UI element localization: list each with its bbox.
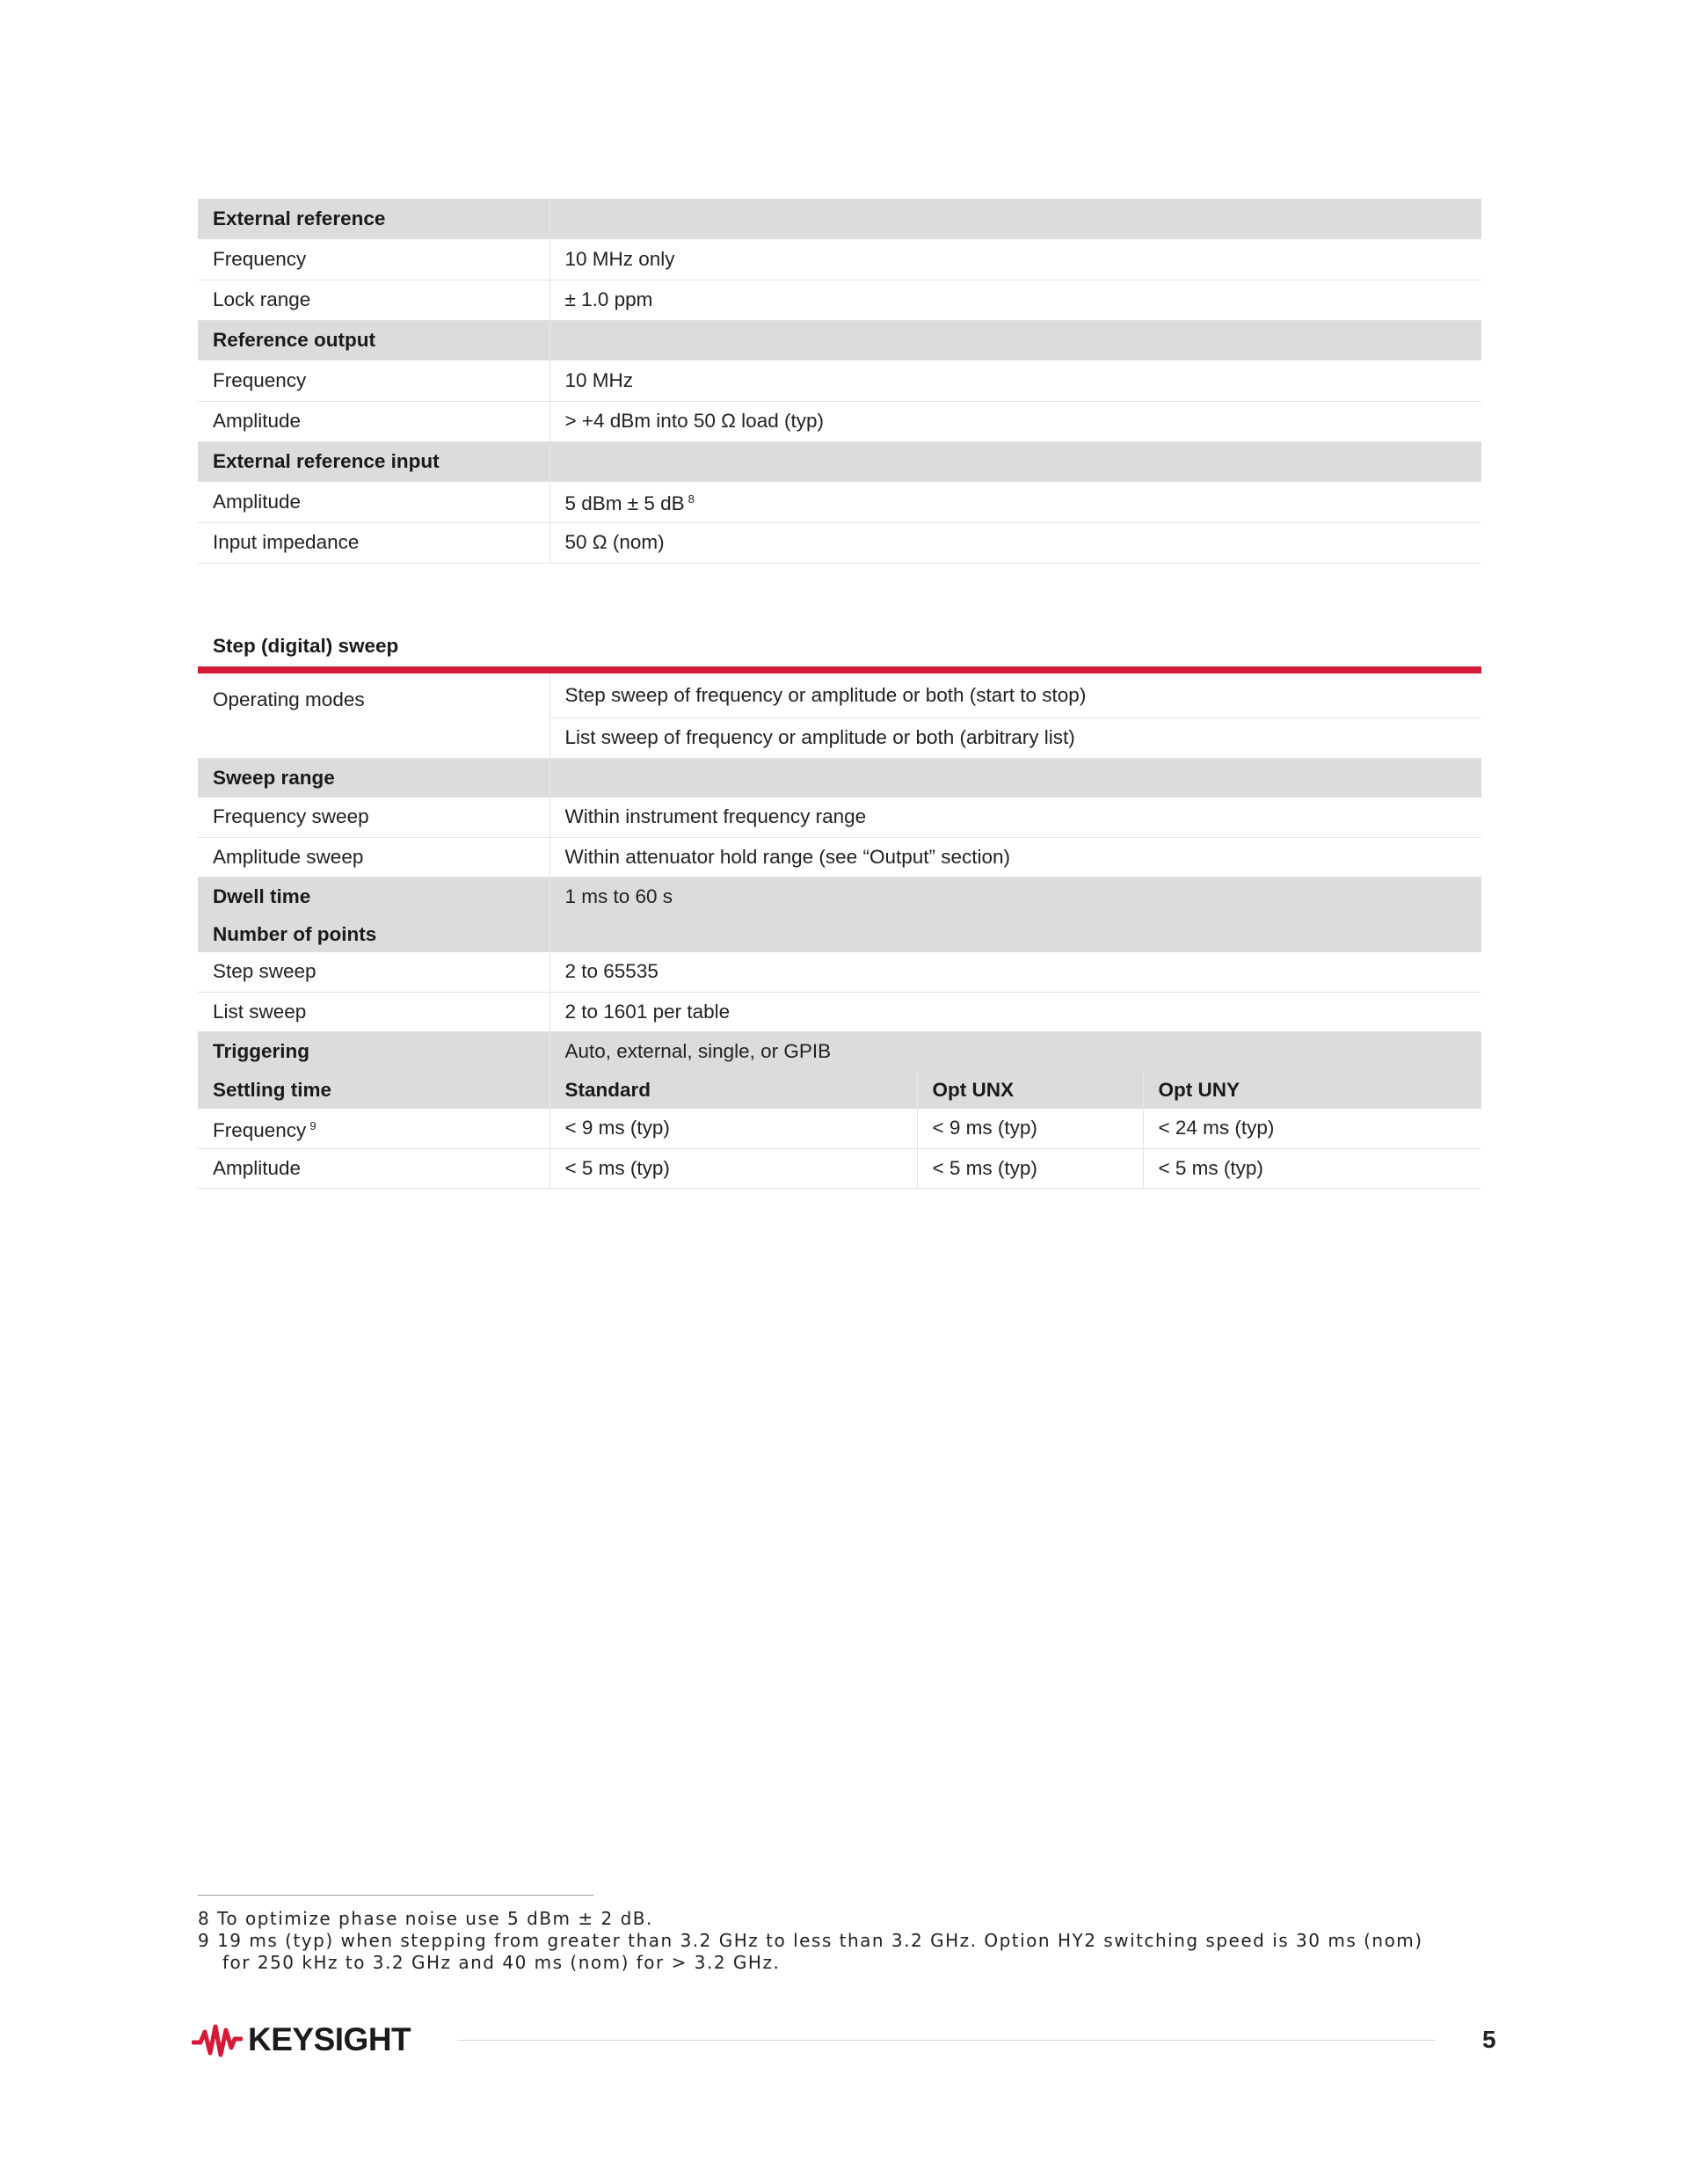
section-header-external-reference-input bbox=[198, 441, 1481, 482]
row-value: Auto, external, single, or GPIB bbox=[549, 1031, 1481, 1072]
footnote-9: 9 19 ms (typ) when stepping from greater than 3.2 GHz to less than 3.2 GHz. Option HY2 switching speed is 30 ms (nom) bbox=[198, 1930, 1423, 1951]
row-label: Lock range bbox=[198, 280, 549, 320]
footnote-8: 8 To optimize phase noise use 5 dBm ± 2 dB. bbox=[198, 1908, 653, 1929]
table-row bbox=[198, 280, 1481, 320]
row-value: > +4 dBm into 50 Ω load (typ) bbox=[549, 401, 1481, 441]
section-title: External reference input bbox=[198, 441, 549, 482]
column-header: Opt UNX bbox=[917, 1072, 1143, 1109]
row-value: 2 to 65535 bbox=[549, 952, 1481, 992]
page-number: 5 bbox=[1482, 2026, 1496, 2053]
row-label: Operating modes bbox=[198, 670, 549, 758]
row-label: Frequency bbox=[198, 360, 549, 401]
row-value: Within attenuator hold range (see “Output” section) bbox=[549, 837, 1481, 877]
footnote-divider bbox=[198, 1895, 593, 1896]
keysight-logo bbox=[192, 2018, 411, 2062]
row-label: List sweep bbox=[198, 992, 549, 1031]
row-label: Amplitude bbox=[198, 1148, 549, 1188]
row-value bbox=[549, 482, 1481, 522]
external-reference-table bbox=[198, 199, 1481, 564]
row-value: 50 Ω (nom) bbox=[549, 522, 1481, 563]
keysight-wave-icon bbox=[192, 2020, 243, 2060]
footnote-ref: 8 bbox=[688, 492, 695, 506]
row-value: Within instrument frequency range bbox=[549, 797, 1481, 837]
row-value: < 9 ms (typ) bbox=[917, 1109, 1143, 1148]
section-row-triggering bbox=[198, 1031, 1481, 1072]
column-header: Standard bbox=[549, 1072, 917, 1109]
table-row bbox=[198, 360, 1481, 401]
footnote-ref: 9 bbox=[309, 1118, 316, 1132]
row-value: < 5 ms (typ) bbox=[917, 1148, 1143, 1188]
row-label: Amplitude bbox=[198, 401, 549, 441]
section-title: Triggering bbox=[198, 1031, 549, 1072]
section-title: Settling time bbox=[198, 1072, 549, 1109]
section-header-sweep-range bbox=[198, 758, 1481, 797]
table-row bbox=[198, 797, 1481, 837]
footer-divider bbox=[457, 2040, 1435, 2041]
row-label: Amplitude sweep bbox=[198, 837, 549, 877]
section-header-reference-output bbox=[198, 320, 1481, 360]
row-value: 10 MHz only bbox=[549, 239, 1481, 280]
operating-mode-item: List sweep of frequency or amplitude or both (arbitrary list) bbox=[549, 717, 1481, 758]
value-text: 5 dBm ± 5 dB bbox=[564, 492, 685, 515]
row-value: 10 MHz bbox=[549, 360, 1481, 401]
brand-name: KEYSIGHT bbox=[248, 2021, 411, 2057]
row-label: Amplitude bbox=[198, 482, 549, 522]
sweep-section-title: Step (digital) sweep bbox=[213, 635, 399, 657]
table-row bbox=[198, 522, 1481, 563]
table-row bbox=[198, 1148, 1481, 1188]
table-row bbox=[198, 837, 1481, 877]
table-row bbox=[198, 482, 1481, 522]
label-text: Frequency bbox=[213, 1118, 307, 1141]
footnote-9-continued: for 250 kHz to 3.2 GHz and 40 ms (nom) for > 3.2 GHz. bbox=[222, 1952, 781, 1973]
section-header-number-of-points bbox=[198, 916, 1481, 952]
row-value: < 5 ms (typ) bbox=[549, 1148, 917, 1188]
row-value: < 5 ms (typ) bbox=[1143, 1148, 1481, 1188]
row-label: Frequency sweep bbox=[198, 797, 549, 837]
row-label: Input impedance bbox=[198, 522, 549, 563]
operating-mode-item: Step sweep of frequency or amplitude or both (start to stop) bbox=[549, 670, 1481, 717]
section-row-dwell-time bbox=[198, 877, 1481, 916]
section-title: Dwell time bbox=[198, 877, 549, 916]
row-value: ± 1.0 ppm bbox=[549, 280, 1481, 320]
table-row bbox=[198, 239, 1481, 280]
table-row-operating-modes bbox=[198, 670, 1481, 717]
row-label bbox=[198, 1109, 549, 1148]
row-value: 1 ms to 60 s bbox=[549, 877, 1481, 916]
row-label: Frequency bbox=[198, 239, 549, 280]
section-title: Reference output bbox=[198, 320, 549, 360]
section-header-external-reference bbox=[198, 199, 1481, 239]
table-row bbox=[198, 401, 1481, 441]
step-sweep-table bbox=[198, 666, 1481, 1189]
section-title: Sweep range bbox=[198, 758, 549, 797]
row-value: 2 to 1601 per table bbox=[549, 992, 1481, 1031]
row-label: Step sweep bbox=[198, 952, 549, 992]
table-row bbox=[198, 952, 1481, 992]
table-row bbox=[198, 1109, 1481, 1148]
row-value: < 9 ms (typ) bbox=[549, 1109, 917, 1148]
section-title: External reference bbox=[198, 199, 549, 239]
section-title: Number of points bbox=[198, 916, 549, 952]
table-row bbox=[198, 992, 1481, 1031]
row-value: < 24 ms (typ) bbox=[1143, 1109, 1481, 1148]
column-header: Opt UNY bbox=[1143, 1072, 1481, 1109]
section-header-settling-time bbox=[198, 1072, 1481, 1109]
